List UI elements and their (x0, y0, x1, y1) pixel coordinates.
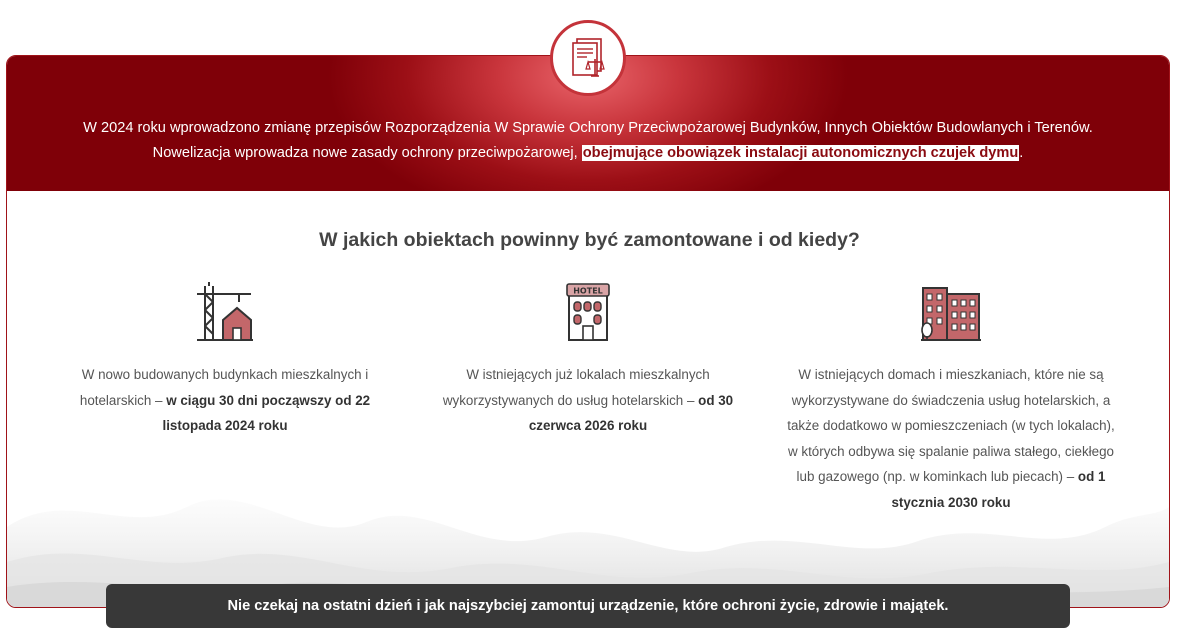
cta-banner: Nie czekaj na ostatni dzień i jak najszybciej zamontuj urządzenie, które ochroni życie, zdrowie i majątek. (106, 584, 1070, 628)
section-heading: W jakich obiektach powinny być zamontowane i od kiedy? (319, 229, 860, 251)
column-text-bold: w ciągu 30 dni począwszy od 22 listopada 2024 roku (162, 392, 371, 433)
column-hotels (423, 280, 753, 439)
column-text (786, 362, 1116, 515)
legal-documents-scale-icon (550, 20, 626, 96)
column-text-plain: W nowo budowanych budynkach mieszkalnych i hotelarskich – (79, 367, 369, 408)
column-text (423, 362, 753, 439)
banner-text-highlight: obejmujące obowiązek instalacji autonomicznych czujek dymu (582, 145, 1019, 161)
column-text-plain: W istniejących domach i mieszkaniach, które nie są wykorzystywane do świadczenia usług hotelarskich, a także dodatkowo w pomieszczeniach (w tych lokalach), w których odbywa się spalanie paliwa stałego, ciekłego lub gazowego (np. w kominkach lub piecach) – (787, 367, 1115, 484)
column-text-plain: W istniejących już lokalach mieszkalnych wykorzystywanych do usług hotelarskich – (442, 367, 710, 408)
banner-text-plain: W 2024 roku wprowadzono zmianę przepisów Rozporządzenia W Sprawie Ochrony Przeciwpożarowej Budynków, Innych Obiektów Budowlanych i Terenów. Nowelizacja wprowadza nowe zasady ochrony przeciwpożarowej, (83, 120, 1093, 161)
banner-text (47, 116, 1129, 166)
banner-text-end: . (1019, 145, 1024, 161)
hotel-building-icon (423, 280, 753, 346)
apartment-buildings-icon (786, 280, 1116, 346)
construction-crane-house-icon (60, 280, 390, 346)
svg-text:HOTEL: HOTEL (573, 286, 603, 296)
column-existing-homes (786, 280, 1116, 515)
column-text-bold: od 30 czerwca 2026 roku (528, 392, 734, 433)
column-new-buildings (60, 280, 390, 439)
column-text-bold: od 1 stycznia 2030 roku (891, 469, 1106, 510)
column-text (60, 362, 390, 439)
